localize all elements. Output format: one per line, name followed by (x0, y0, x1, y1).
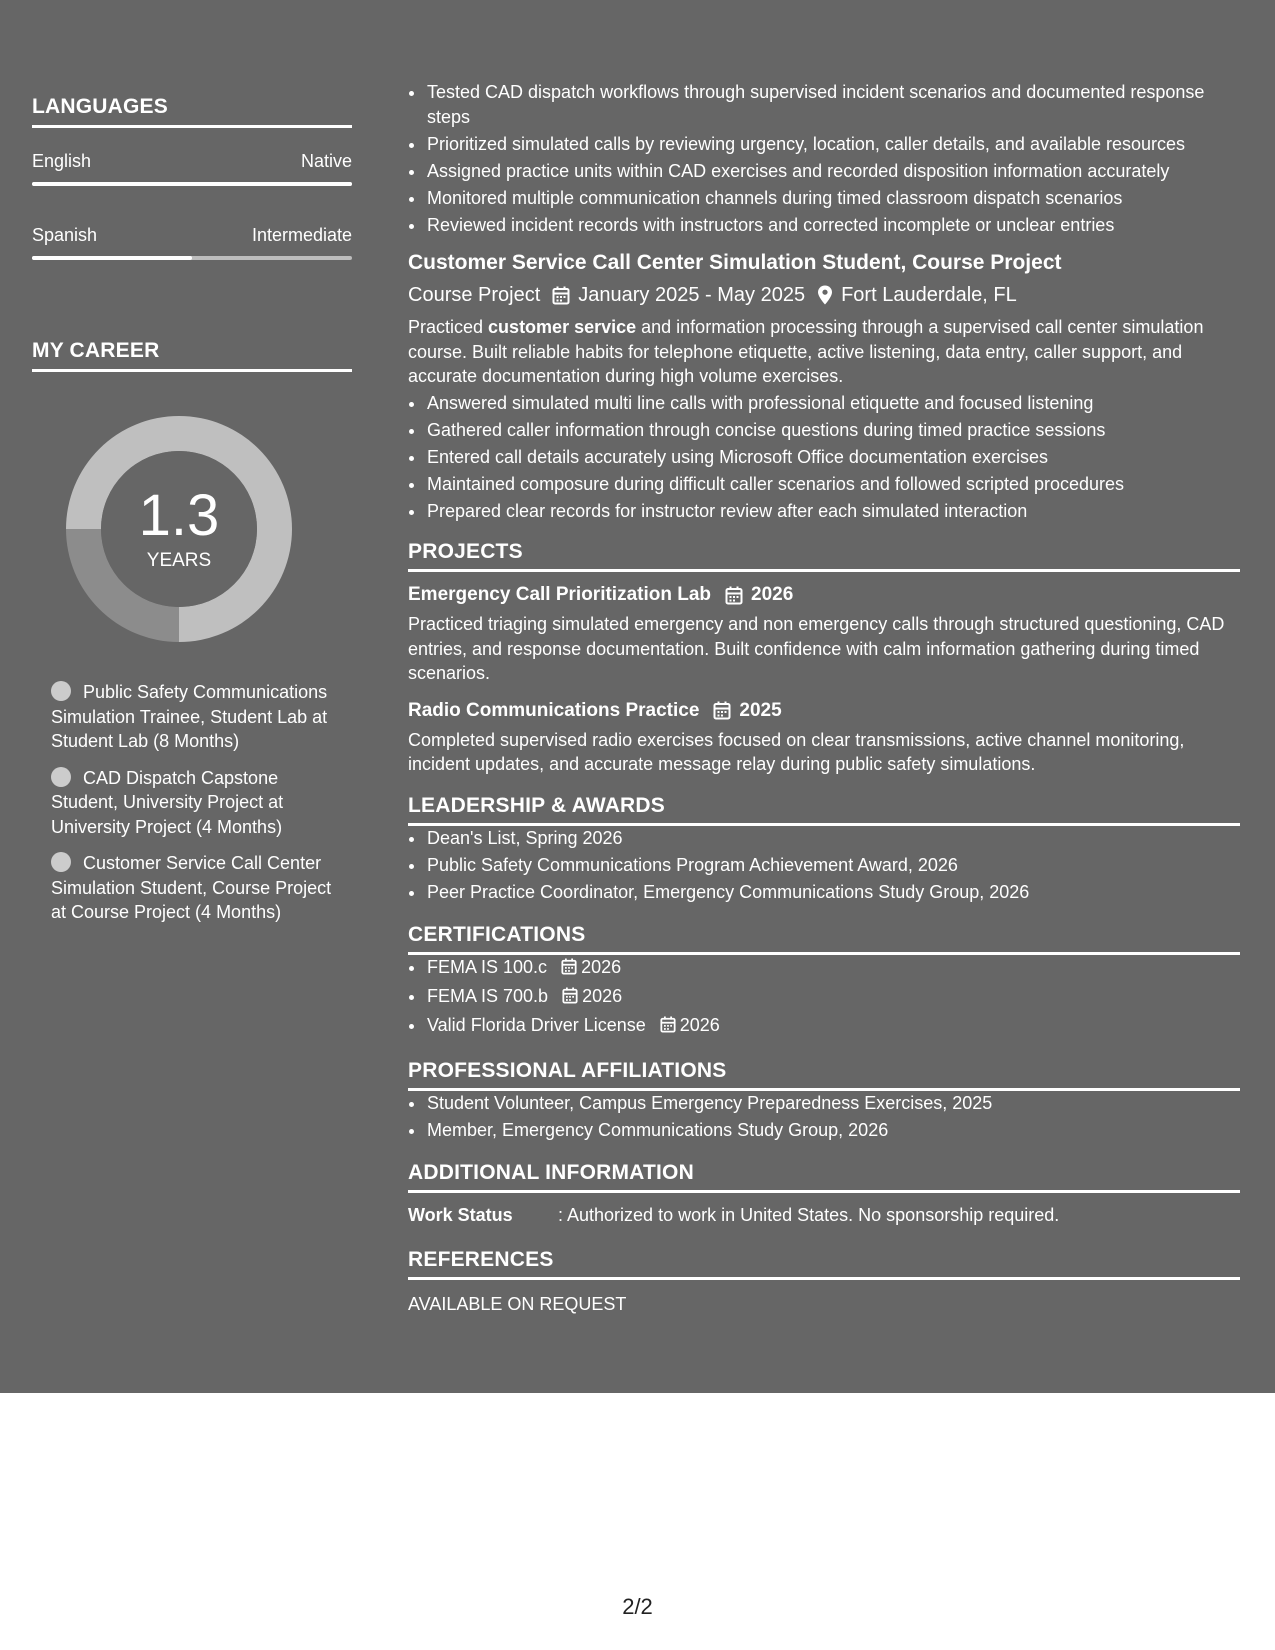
main-content (408, 80, 1240, 1316)
list-item: • Answered simulated multi line calls with professional etiquette and focused listening (426, 391, 1240, 416)
additional-title: ADDITIONAL INFORMATION (408, 1160, 1240, 1193)
list-item: • Prepared clear records for instructor review after each simulated interaction (426, 499, 1240, 524)
affiliations-title: PROFESSIONAL AFFILIATIONS (408, 1058, 1240, 1091)
info-value: : Authorized to work in United States. No sponsorship required. (558, 1205, 1060, 1225)
list-item (426, 984, 1240, 1011)
certifications-title: CERTIFICATIONS (408, 922, 1240, 955)
list-item: • Maintained composure during difficult caller scenarios and followed scripted procedures (426, 472, 1240, 497)
career-list (51, 680, 341, 925)
career-years-unit: YEARS (146, 550, 212, 571)
list-item: • Monitored multiple communication channels during timed classroom dispatch scenarios (426, 186, 1240, 211)
job-company: Course Project (408, 284, 541, 306)
job-desc-text: Practiced (408, 317, 489, 337)
cert-year: 2026 (582, 986, 623, 1006)
cert-name: FEMA IS 700.b (427, 986, 549, 1006)
list-item: • Gathered caller information through concise questions during timed practice sessions (426, 418, 1240, 443)
sidebar (32, 94, 352, 937)
list-item: • Prioritized simulated calls by reviewing urgency, location, caller details, and available resources (426, 132, 1240, 157)
language-spanish (32, 224, 352, 260)
job-desc-text: and information processing through a supervised call center simulation course. Built reliable habits for telephone etiquette, active listening, data entry, caller support, and accurate documentation during high volume exercises. (408, 317, 1204, 386)
job-bullets (408, 391, 1240, 524)
project-title (408, 582, 1240, 608)
language-proficiency-bar (32, 256, 352, 260)
project-description: Practiced triaging simulated emergency and non emergency calls through structured questioning, CAD entries, and response documentation. Built confidence with calm information gathering during timed scenarios. (408, 614, 1225, 683)
job-title: Customer Service Call Center Simulation Student, Course Project (408, 251, 1062, 274)
project-title (408, 698, 1240, 724)
career-item-text: Customer Service Call Center Simulation Student, Course Project at Course Project (4 Months) (51, 853, 332, 922)
affiliations-section (408, 1058, 1240, 1143)
language-name: Spanish (32, 225, 98, 245)
list-item: • Assigned practice units within CAD exercises and recorded disposition information accurately (426, 159, 1240, 184)
info-label: Work Status (408, 1205, 513, 1225)
list-item: • Public Safety Communications Program Achievement Award, 2026 (426, 853, 1240, 878)
list-item: • Student Volunteer, Campus Emergency Preparedness Exercises, 2025 (426, 1091, 1240, 1116)
references-section (408, 1247, 1240, 1316)
projects-title: PROJECTS (408, 539, 1240, 572)
calendar-icon (552, 286, 570, 305)
list-item (426, 1013, 1240, 1040)
career-dot-icon (51, 767, 71, 787)
list-item: • Reviewed incident records with instructors and corrected incomplete or unclear entries (426, 213, 1240, 238)
career-item-text: CAD Dispatch Capstone Student, University Project at University Project (4 Months) (51, 767, 284, 837)
affiliations-list (408, 1091, 1240, 1143)
career-years-value: 1.3 (138, 483, 220, 548)
previous-job-bullets (408, 80, 1240, 237)
career-item-text: Public Safety Communications Simulation Trainee, Student Lab at Student Lab (8 Months) (51, 682, 328, 751)
references-title: REFERENCES (408, 1247, 1240, 1280)
language-proficiency-fill (32, 256, 192, 260)
additional-section (408, 1160, 1240, 1227)
language-name: English (32, 151, 92, 171)
job-dates: January 2025 - May 2025 (578, 284, 806, 306)
cert-year: 2026 (679, 1015, 720, 1035)
career-item (51, 680, 341, 754)
projects-section (408, 539, 1240, 777)
references-text: AVAILABLE ON REQUEST (408, 1294, 627, 1314)
leadership-title: LEADERSHIP & AWARDS (408, 793, 1240, 826)
language-level: Native (300, 151, 352, 171)
page-number: 2/2 (622, 1594, 653, 1619)
language-english (32, 150, 352, 186)
leadership-section (408, 793, 1240, 905)
career-item (51, 851, 341, 925)
list-item: • Dean's List, Spring 2026 (426, 826, 1240, 851)
languages-title: LANGUAGES (32, 94, 352, 128)
language-level: Intermediate (251, 225, 352, 245)
list-item: • Entered call details accurately using Microsoft Office documentation exercises (426, 445, 1240, 470)
job-location: Fort Lauderdale, FL (841, 284, 1017, 306)
calendar-icon (725, 586, 743, 605)
job-desc-keyword: customer service (488, 317, 637, 337)
cert-year: 2026 (581, 957, 622, 977)
cert-name: Valid Florida Driver License (427, 1015, 646, 1035)
calendar-icon (562, 986, 578, 1011)
list-item: • Tested CAD dispatch workflows through supervised incident scenarios and documented response steps (426, 80, 1240, 129)
info-row (408, 1203, 1240, 1227)
language-proficiency-fill (32, 182, 352, 186)
language-proficiency-bar (32, 182, 352, 186)
career-donut-chart (66, 416, 292, 642)
job-meta (408, 281, 1240, 309)
career-dot-icon (51, 681, 71, 701)
leadership-list (408, 826, 1240, 905)
project-description: Completed supervised radio exercises focused on clear transmissions, active channel monitoring, incident updates, and accurate message relay during public safety simulations. (408, 729, 1185, 774)
list-item (426, 955, 1240, 982)
certifications-section (408, 922, 1240, 1040)
career-dot-icon (51, 852, 71, 872)
location-pin-icon (817, 285, 833, 305)
project-year: 2026 (751, 584, 794, 605)
project-year: 2025 (739, 699, 782, 721)
calendar-icon (660, 1015, 676, 1040)
list-item: • Peer Practice Coordinator, Emergency Communications Study Group, 2026 (426, 880, 1240, 905)
project-name: Radio Communications Practice (408, 699, 700, 721)
project-name: Emergency Call Prioritization Lab (408, 584, 712, 605)
certifications-list (408, 955, 1240, 1040)
calendar-icon (561, 957, 577, 982)
career-item (51, 766, 341, 840)
calendar-icon (713, 701, 731, 720)
cert-name: FEMA IS 100.c (427, 957, 548, 977)
job-description (408, 315, 1240, 389)
list-item: • Member, Emergency Communications Study Group, 2026 (426, 1118, 1240, 1143)
career-title: MY CAREER (32, 338, 352, 372)
